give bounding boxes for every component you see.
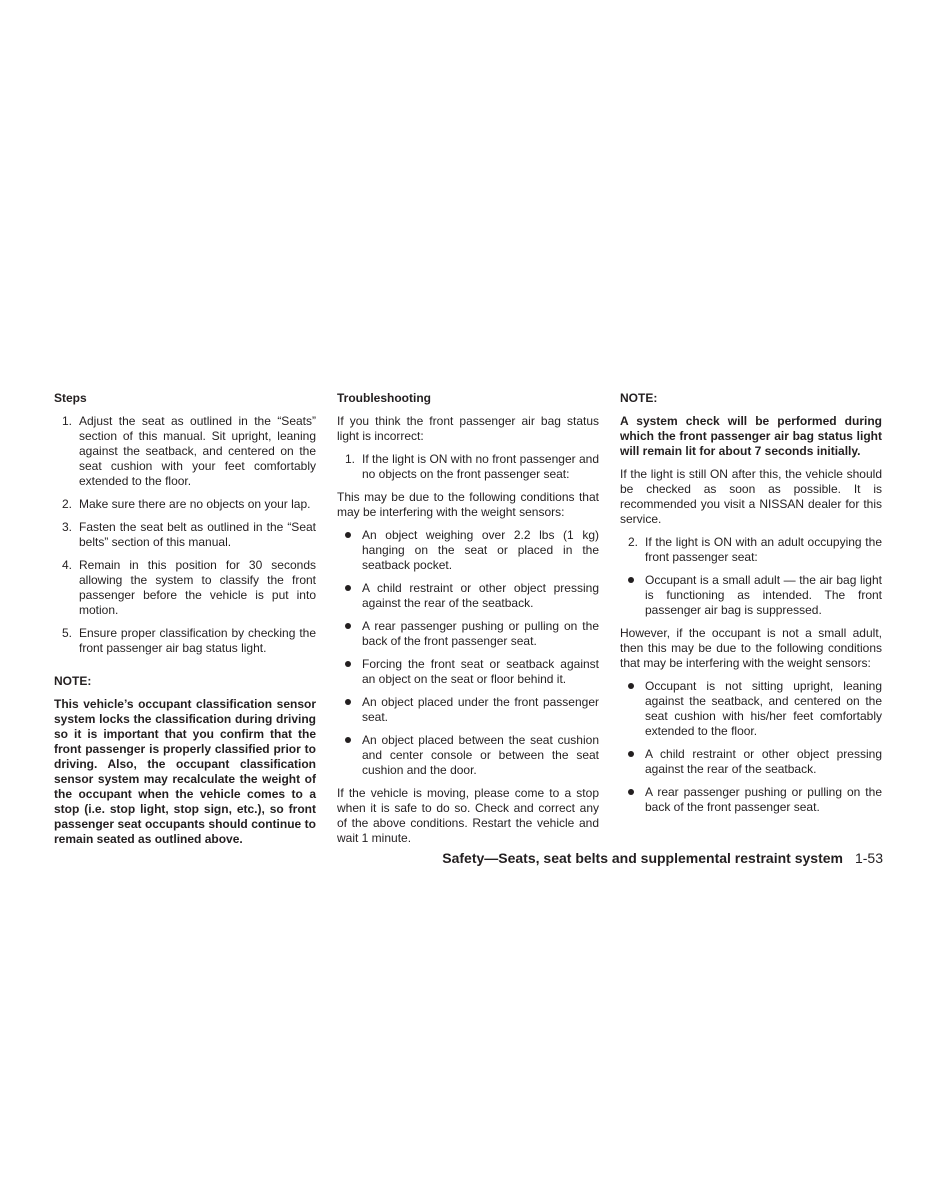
bullet-text: An object placed under the front passenger seat. [362,695,599,724]
system-check-note: A system check will be performed during which the front passenger air bag status light will remain lit for about 7 seconds initially. [620,414,882,458]
list-item [54,497,316,512]
chapter-title: Safety—Seats, seat belts and supplemental restraint system [442,850,843,866]
list-item-text: Adjust the seat as outlined in the “Seats” section of this manual. Sit upright, leaning against the seatback, and centered on the seat cushion with your feet comfortably extended to the floor. [79,414,316,488]
column-left [54,391,316,847]
troubleshooting-intro: If you think the front passenger air bag status light is incorrect: [337,414,599,443]
bullet-item [337,657,599,687]
list-item-text: If the light is ON with an adult occupying the front passenger seat: [645,535,882,564]
troubleshooting-list [337,452,599,482]
conditions-intro: This may be due to the following conditions that may be interfering with the weight sensors: [337,490,599,519]
vehicle-moving-text: If the vehicle is moving, please come to a stop when it is safe to do so. Check and correct any of the above conditions. Restart the vehicle and wait 1 minute. [337,786,599,845]
bullet-text: Occupant is a small adult — the air bag light is functioning as intended. The front passenger air bag is suppressed. [645,573,882,617]
note-heading: NOTE: [54,674,92,688]
bullet-item [620,785,882,815]
note-text: This vehicle’s occupant classification sensor system locks the classification during driving so it is important that you confirm that the front passenger is properly classified prior to driving. Also, the occupant classification sensor system may recalculate the weight of the occupant when the vehicle comes to a stop (i.e. stop light, stop sign, etc.), so front passenger seat occupants should continue to remain seated as outlined above. [54,697,316,846]
list-number: 4. [62,558,73,572]
bullet-text: An object placed between the seat cushion and center console or between the seat cushion and the door. [362,733,599,777]
list-item [54,520,316,550]
list-item-text: Fasten the seat belt as outlined in the “Seat belts” section of this manual. [79,520,316,549]
bullet-item [337,528,599,573]
bullet-text: An object weighing over 2.2 lbs (1 kg) hanging on the seat or placed in the seatback pocket. [362,528,599,572]
page-footer [442,849,883,867]
bullet-icon [345,585,351,591]
bullet-text: Forcing the front seat or seatback against an object on the seat or floor behind it. [362,657,599,686]
small-adult-bullet-list [620,573,882,618]
list-item [54,626,316,656]
list-number: 1. [345,452,356,466]
bullet-item [620,747,882,777]
bullet-icon [345,699,351,705]
bullet-icon [345,623,351,629]
list-item-text: Ensure proper classification by checking the front passenger air bag status light. [79,626,316,655]
bullet-text: A child restraint or other object pressing against the rear of the seatback. [362,581,599,610]
bullet-item [620,679,882,739]
however-text: However, if the occupant is not a small adult, then this may be due to the following conditions that may be interfering with the weight sensors: [620,626,882,670]
bullet-icon [345,661,351,667]
bullet-item [337,581,599,611]
column-right [620,391,882,823]
bullet-icon [628,751,634,757]
steps-heading: Steps [54,391,87,405]
list-number: 5. [62,626,73,640]
troubleshooting-heading: Troubleshooting [337,391,431,405]
list-item-text: Remain in this position for 30 seconds allowing the system to classify the front passenger before the vehicle is put into motion. [79,558,316,617]
bullet-item [337,695,599,725]
list-number: 1. [62,414,73,428]
list-item [54,558,316,618]
adult-occupant-list [620,535,882,565]
bullet-text: A rear passenger pushing or pulling on the back of the front passenger seat. [645,785,882,814]
list-number: 2. [62,497,73,511]
bullet-icon [345,737,351,743]
list-item [54,414,316,489]
list-item [337,452,599,482]
bullet-icon [345,532,351,538]
bullet-item [337,619,599,649]
note-heading: NOTE: [620,391,658,405]
bullet-text: Occupant is not sitting upright, leaning against the seatback, and centered on the seat cushion with his/her feet comfortably extended to the floor. [645,679,882,738]
list-number: 2. [628,535,639,549]
conditions-bullet-list [337,528,599,778]
bullet-icon [628,577,634,583]
page-number: 1-53 [854,850,883,866]
list-number: 3. [62,520,73,534]
steps-list [54,414,316,656]
bullet-item [337,733,599,778]
bullet-item [620,573,882,618]
bullet-text: A child restraint or other object pressing against the rear of the seatback. [645,747,882,776]
column-middle [337,391,599,854]
still-on-text: If the light is still ON after this, the vehicle should be checked as soon as possible. It is recommended you visit a NISSAN dealer for this service. [620,467,882,526]
conditions-bullet-list [620,679,882,815]
bullet-icon [628,683,634,689]
list-item-text: Make sure there are no objects on your lap. [79,497,311,511]
bullet-text: A rear passenger pushing or pulling on the back of the front passenger seat. [362,619,599,648]
list-item-text: If the light is ON with no front passenger and no objects on the front passenger seat: [362,452,599,481]
list-item [620,535,882,565]
bullet-icon [628,789,634,795]
